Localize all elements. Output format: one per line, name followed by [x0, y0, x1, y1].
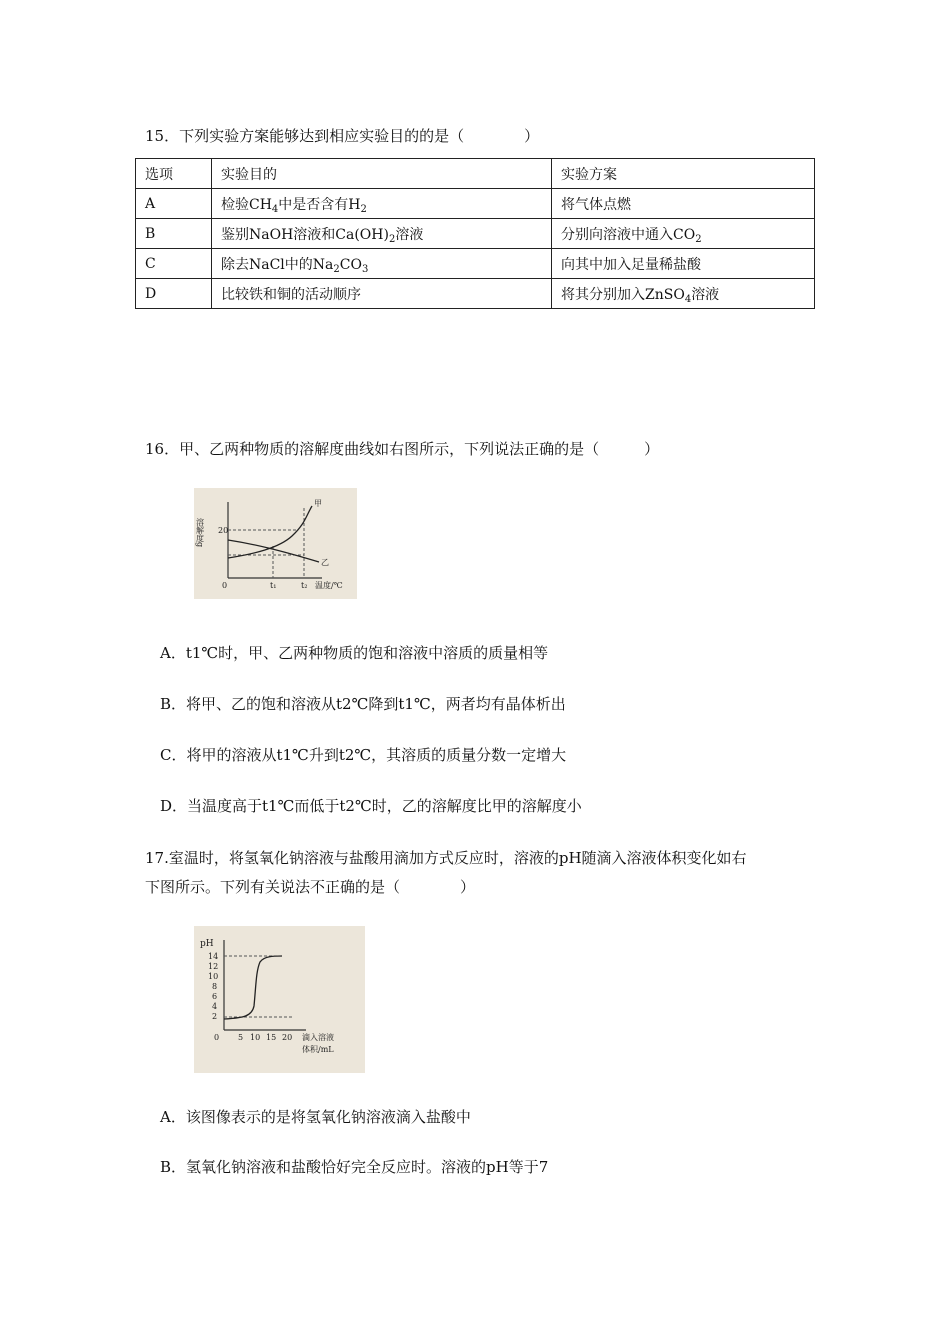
y-tick-20: 20: [218, 526, 229, 535]
row-option: C: [136, 249, 212, 279]
y-tick: 10: [208, 972, 219, 981]
table-row: [136, 279, 815, 309]
row-plan: 分别向溶液中通入$CO_2$: [552, 219, 815, 249]
ph-curve: [224, 956, 282, 1019]
ph-curve-svg: [194, 926, 365, 1073]
y-tick: 6: [212, 992, 218, 1001]
q17-option-b: B．氢氧化钠溶液和盐酸恰好完全反应时。溶液的pH等于7: [160, 1158, 549, 1176]
table-row: [136, 219, 815, 249]
x-tick-t2: t₂: [301, 581, 308, 590]
x-axis-label-line1: 滴入溶液: [302, 1033, 334, 1042]
curve-label-yi: 乙: [321, 558, 329, 567]
x-tick: 10: [250, 1033, 261, 1042]
x-tick: 20: [282, 1033, 293, 1042]
ph-curve-figure: [194, 926, 365, 1073]
row-goal: 比较铁和铜的活动顺序: [212, 279, 552, 309]
solubility-curve-figure: [194, 488, 357, 599]
row-option: B: [136, 219, 212, 249]
q16-option-a: A．t1℃时，甲、乙两种物质的饱和溶液中溶质的质量相等: [160, 644, 549, 662]
table-header-row: [136, 159, 815, 189]
y-tick: 12: [208, 962, 219, 971]
x-axis-label: 温度/℃: [315, 581, 343, 590]
q16-option-c: C．将甲的溶液从t1℃升到t2℃，其溶质的质量分数一定增大: [160, 746, 567, 764]
row-plan: 将其分别加入ZnSO$_4$溶液: [552, 279, 815, 309]
row-goal: 检验$CH_4$中是否含有$H_2$: [212, 189, 552, 219]
row-goal: 除去NaCl中的$Na_2CO_3$: [212, 249, 552, 279]
origin-label: 0: [214, 1033, 220, 1042]
q17-option-a: A．该图像表示的是将氢氧化钠溶液滴入盐酸中: [160, 1108, 471, 1126]
header-goal: 实验目的: [212, 159, 552, 189]
q17-question-line2: 下图所示。下列有关说法不正确的是（ ）: [145, 878, 476, 896]
header-plan: 实验方案: [552, 159, 815, 189]
table-row: [136, 249, 815, 279]
x-tick: 15: [266, 1033, 277, 1042]
origin-label: 0: [222, 581, 228, 590]
y-tick: 2: [212, 1012, 218, 1021]
q15-table: [135, 158, 815, 309]
curve-label-jia: 甲: [314, 499, 322, 508]
row-plan: 向其中加入足量稀盐酸: [552, 249, 815, 279]
row-option: A: [136, 189, 212, 219]
y-tick: 4: [212, 1002, 218, 1011]
q17-question-line1: 17.室温时，将氢氧化钠溶液与盐酸用滴加方式反应时，溶液的pH随滴入溶液体积变化如右: [145, 849, 747, 867]
row-option: D: [136, 279, 212, 309]
q16-option-b: B．将甲、乙的饱和溶液从t2℃降到t1℃，两者均有晶体析出: [160, 695, 566, 713]
header-option: 选项: [136, 159, 212, 189]
curve-jia: [228, 506, 312, 558]
x-axis-label-line2: 体积/mL: [302, 1045, 334, 1054]
y-tick: 8: [212, 982, 218, 991]
q16-question: 16．甲、乙两种物质的溶解度曲线如右图所示，下列说法正确的是（ ）: [145, 440, 660, 458]
q16-option-d: D．当温度高于t1℃而低于t2℃时，乙的溶解度比甲的溶解度小: [160, 797, 582, 815]
q15-question: 15．下列实验方案能够达到相应实验目的的是（ ）: [145, 127, 540, 145]
row-plan: 将气体点燃: [552, 189, 815, 219]
solubility-curve-svg: [194, 488, 357, 599]
y-tick: 14: [208, 952, 219, 961]
table-row: [136, 189, 815, 219]
x-tick: 5: [238, 1033, 244, 1042]
x-tick-t1: t₁: [270, 581, 277, 590]
row-goal: 鉴别NaOH溶液和$Ca(OH)_2$溶液: [212, 219, 552, 249]
y-axis-label: pH: [200, 939, 214, 949]
y-axis-label: 溶解度g: [195, 518, 205, 548]
